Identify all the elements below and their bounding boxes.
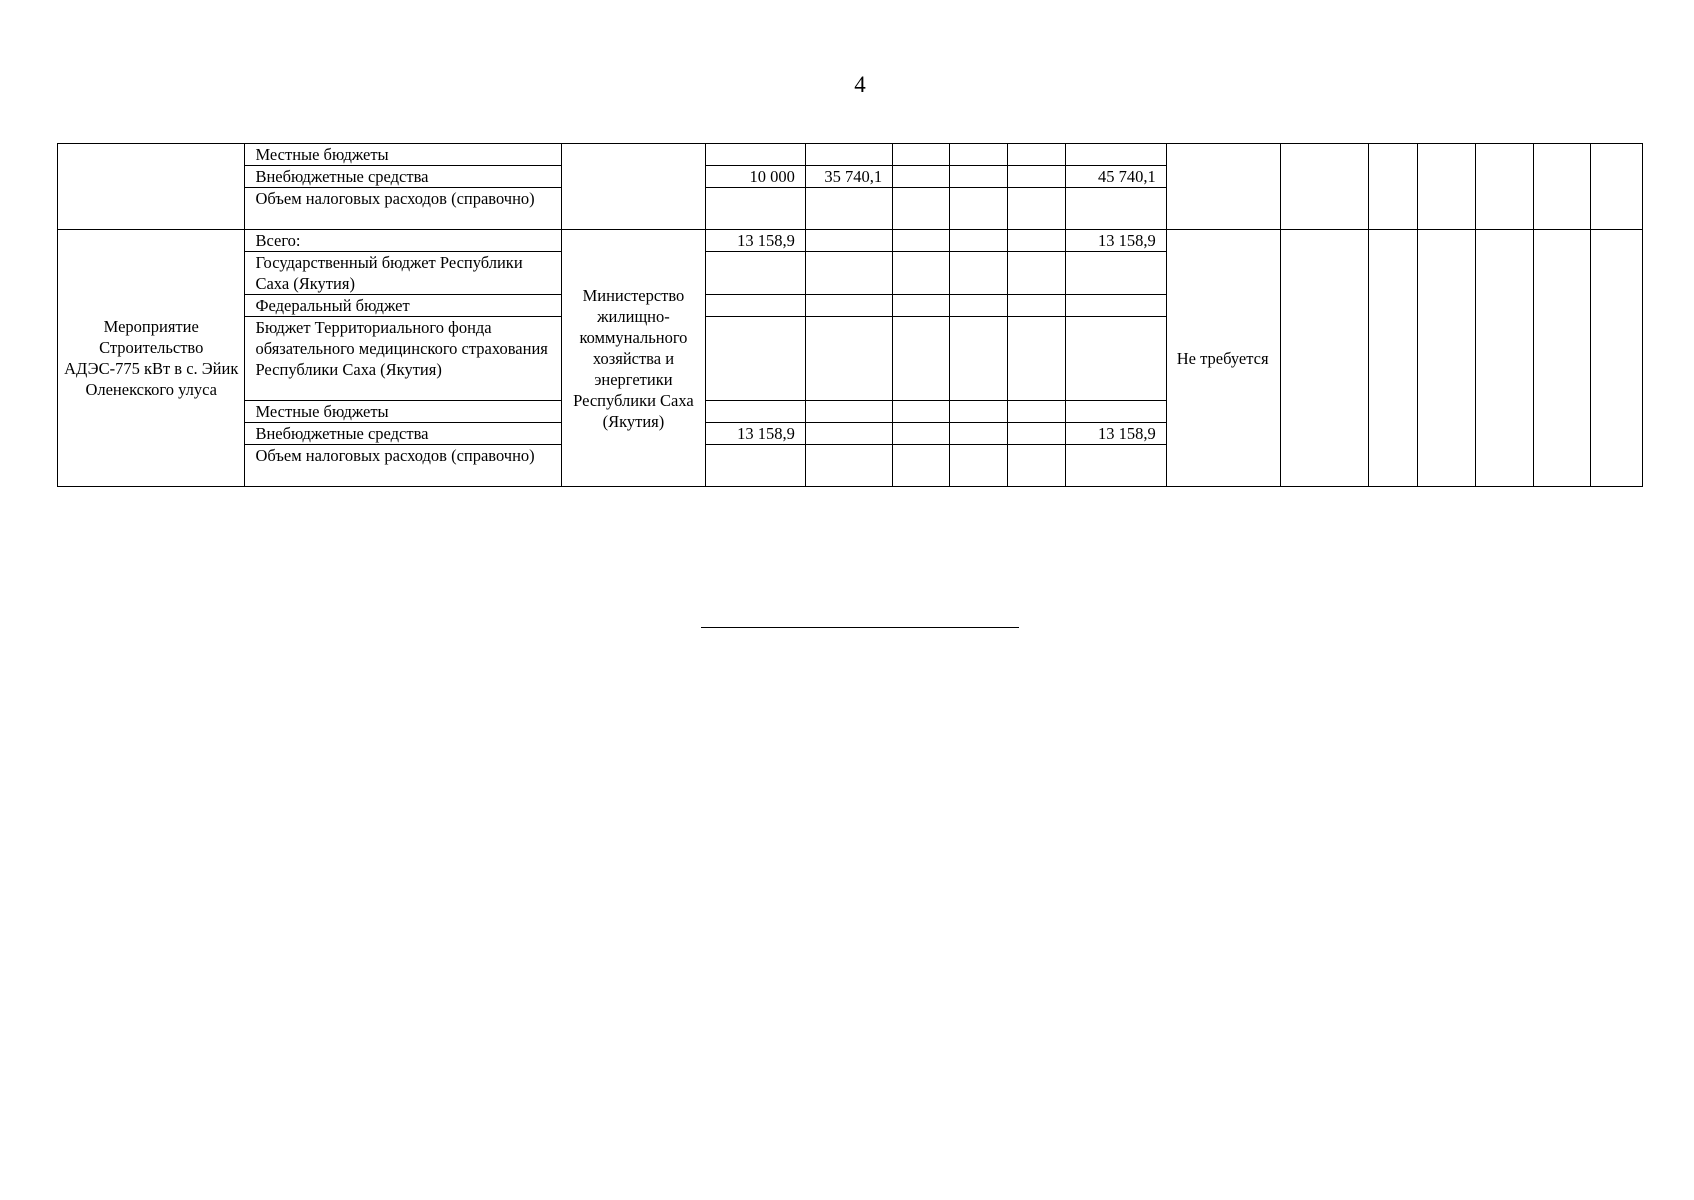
event-cell-prev [58,144,245,230]
row-label: Внебюджетные средства [245,166,562,188]
total-cell [1065,317,1166,401]
value-cell: 13 158,9 [705,423,805,445]
value-cell: 10 000 [705,166,805,188]
value-cell [705,445,805,487]
value-cell [1008,252,1065,295]
value-cell [893,252,950,295]
total-cell [1065,401,1166,423]
value-cell [950,401,1008,423]
value-cell [705,401,805,423]
value-cell [805,445,892,487]
empty-cell [1418,144,1475,230]
empty-cell [1281,144,1369,230]
value-cell [893,317,950,401]
value-cell [1008,295,1065,317]
value-cell [950,144,1008,166]
value-cell [805,144,892,166]
value-cell [950,423,1008,445]
empty-cell [1475,144,1533,230]
value-cell [705,295,805,317]
total-cell [1065,295,1166,317]
table-row [58,144,1643,166]
value-cell [893,188,950,230]
total-cell [1065,188,1166,230]
value-cell [705,317,805,401]
value-cell [950,317,1008,401]
executor-cell-prev [562,144,705,230]
empty-cell [1590,144,1642,230]
value-cell [1008,230,1065,252]
value-cell: 13 158,9 [705,230,805,252]
value-cell [805,230,892,252]
row-label: Государственный бюджет Республики Саха (Якутия) [245,252,562,295]
value-cell [705,144,805,166]
empty-cell [1590,230,1642,487]
value-cell: 35 740,1 [805,166,892,188]
value-cell [893,445,950,487]
value-cell [1008,317,1065,401]
note-cell: Не требуется [1166,230,1280,487]
empty-cell [1475,230,1533,487]
value-cell [1008,166,1065,188]
empty-cell [1418,230,1475,487]
row-label: Федеральный бюджет [245,295,562,317]
value-cell [805,401,892,423]
empty-cell [1369,144,1418,230]
value-cell [1008,445,1065,487]
value-cell [950,188,1008,230]
value-cell [950,445,1008,487]
value-cell [805,423,892,445]
value-cell [950,166,1008,188]
row-label: Внебюджетные средства [245,423,562,445]
total-cell: 45 740,1 [1065,166,1166,188]
value-cell [893,230,950,252]
value-cell [805,252,892,295]
value-cell [893,423,950,445]
row-label: Местные бюджеты [245,401,562,423]
empty-cell [1533,144,1590,230]
empty-cell [1369,230,1418,487]
event-name-cell: Мероприятие Строительство АДЭС-775 кВт в с. Эйик Оленекского улуса [58,230,245,487]
value-cell [805,295,892,317]
empty-cell [1533,230,1590,487]
total-cell [1065,445,1166,487]
value-cell [1008,423,1065,445]
value-cell [893,144,950,166]
value-cell [950,295,1008,317]
note-cell-prev [1166,144,1280,230]
row-label: Объем налоговых расходов (справочно) [245,445,562,487]
value-cell [805,188,892,230]
total-cell [1065,144,1166,166]
value-cell [1008,188,1065,230]
value-cell [893,295,950,317]
value-cell [893,401,950,423]
empty-cell [1281,230,1369,487]
total-cell: 13 158,9 [1065,230,1166,252]
value-cell [893,166,950,188]
value-cell [1008,144,1065,166]
end-separator-line [701,627,1019,628]
executor-cell: Министерство жилищно-коммунального хозяйства и энергетики Республики Саха (Якутия) [562,230,705,487]
page-number: 4 [854,72,866,97]
value-cell [805,317,892,401]
row-label: Местные бюджеты [245,144,562,166]
total-cell [1065,252,1166,295]
value-cell [950,252,1008,295]
value-cell [705,252,805,295]
total-cell: 13 158,9 [1065,423,1166,445]
row-label: Объем налоговых расходов (справочно) [245,188,562,230]
value-cell [705,188,805,230]
value-cell [950,230,1008,252]
value-cell [1008,401,1065,423]
budget-table [57,143,1643,487]
row-label: Всего: [245,230,562,252]
table-row [58,230,1643,252]
row-label: Бюджет Территориального фонда обязательного медицинского страхования Республики Саха (Якутия) [245,317,562,401]
